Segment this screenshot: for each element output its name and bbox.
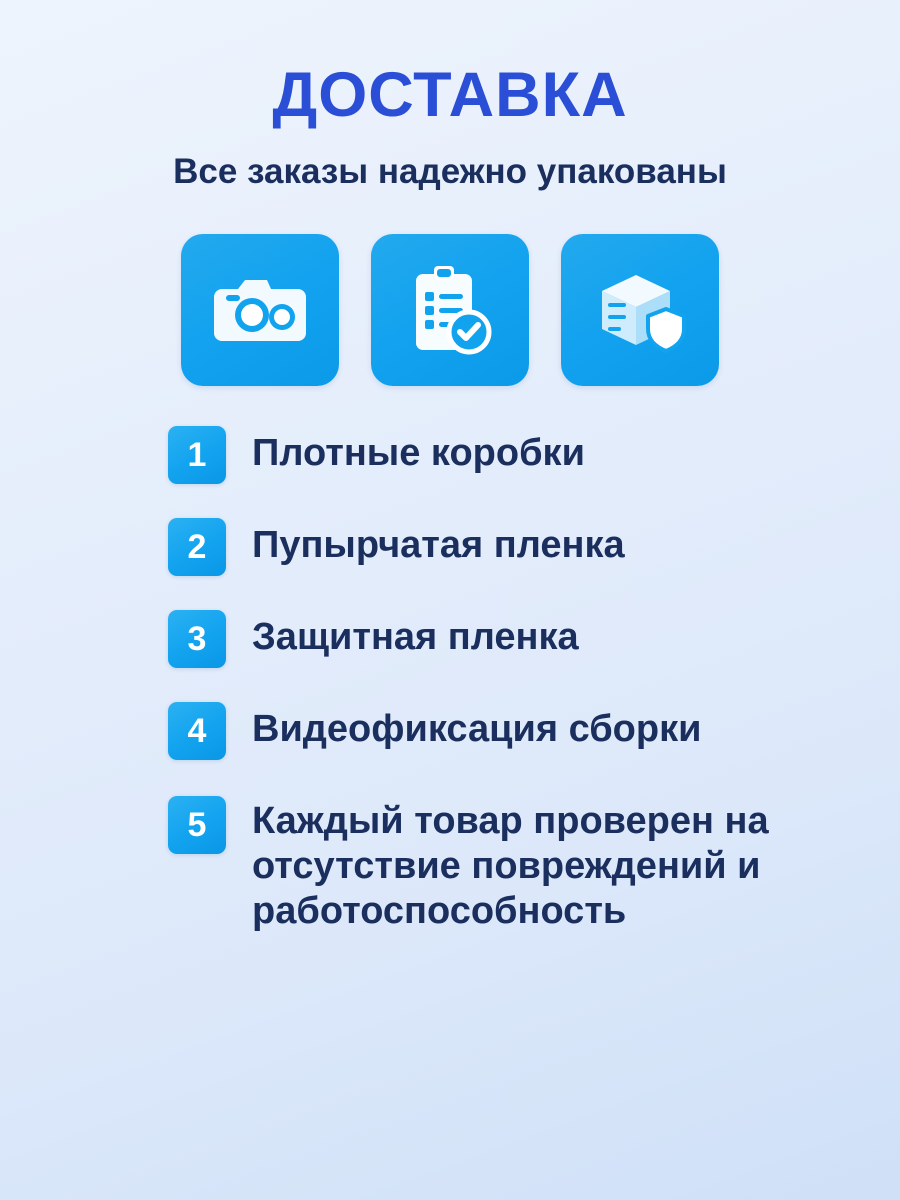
- page-title: ДОСТАВКА: [272, 60, 628, 130]
- page-subtitle: Все заказы надежно упакованы: [173, 152, 727, 192]
- list-item: [70, 794, 830, 933]
- camera-icon: [212, 271, 308, 349]
- list-item-number: 5: [168, 796, 226, 854]
- list-item-label: Видеофиксация сборки: [252, 708, 702, 751]
- list-item: [70, 702, 830, 760]
- icon-row: [181, 234, 719, 386]
- checklist-clipboard-icon: [406, 262, 494, 358]
- list-item: [70, 518, 830, 576]
- list-item-label: Защитная пленка: [252, 616, 579, 659]
- list-item-label: Каждый товар проверен на отсутствие повреждений и работоспособность: [252, 800, 769, 932]
- icon-tile-camera: [181, 234, 339, 386]
- package-shield-icon: [590, 265, 690, 355]
- list-item-number: 4: [168, 702, 226, 760]
- icon-tile-checklist: [371, 234, 529, 386]
- list-item-number: 3: [168, 610, 226, 668]
- list-item-number: 2: [168, 518, 226, 576]
- list-item-label: Пупырчатая пленка: [252, 524, 625, 567]
- icon-tile-package: [561, 234, 719, 386]
- features-list: [70, 426, 830, 967]
- list-item-label: Плотные коробки: [252, 432, 585, 475]
- list-item: [70, 610, 830, 668]
- list-item: [70, 426, 830, 484]
- list-item-number: 1: [168, 426, 226, 484]
